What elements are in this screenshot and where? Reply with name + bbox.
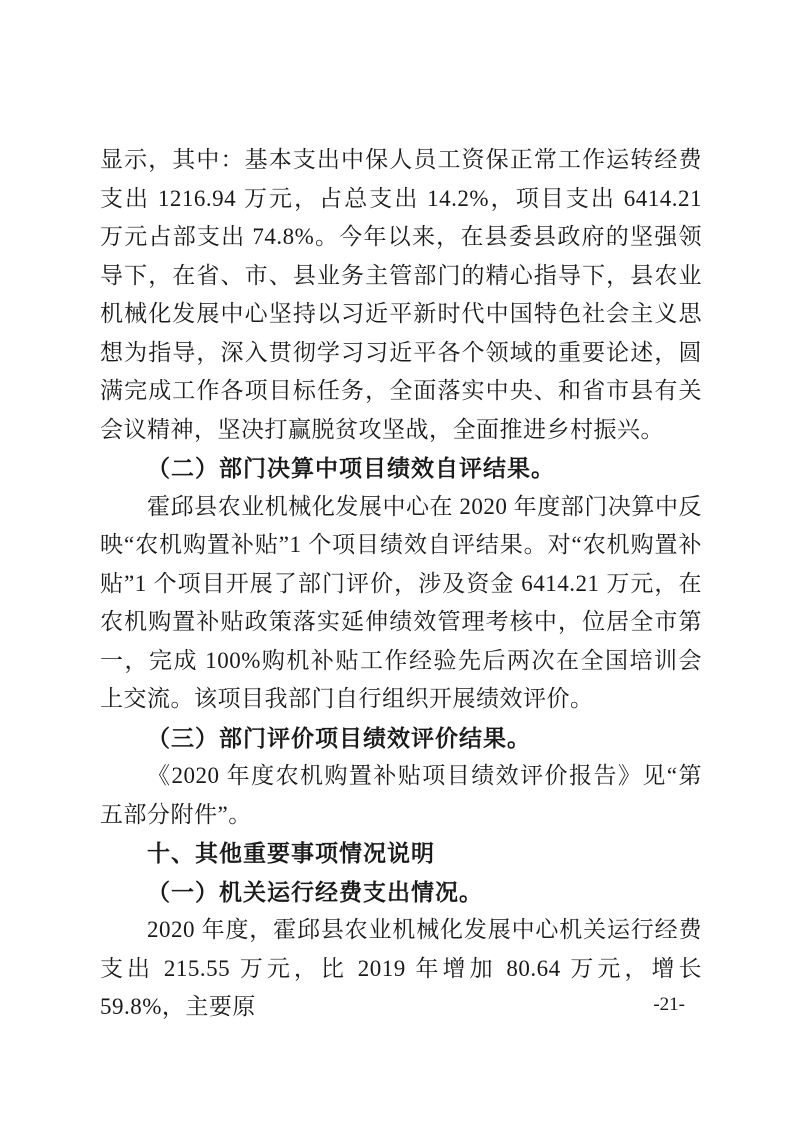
section-heading-other-important-matters: 十、其他重要事项情况说明 xyxy=(147,840,435,866)
section-heading-self-evaluation-results: （二）部门决算中项目绩效自评结果。 xyxy=(147,455,555,481)
document-body xyxy=(100,141,702,1027)
section-heading-operating-expenses: （一）机关运行经费支出情况。 xyxy=(147,878,483,905)
page-number: -21- xyxy=(653,994,685,1015)
paragraph-evaluation-report-reference: 《2020 年度农机购置补贴项目绩效评价报告》见“第五部分附件”。 xyxy=(100,763,702,827)
paragraph-operating-expenses-details: 2020 年度，霍邱县农业机械化发展中心机关运行经费支出 215.55 万元，比 2019 年增加 80.64 万元，增长 59.8%，主要原 xyxy=(100,917,702,1019)
paragraph-self-evaluation-details: 霍邱县农业机械化发展中心在 2020 年度部门决算中反映“农机购置补贴”1 个项目绩效自评结果。对“农机购置补贴”1 个项目开展了部门评价，涉及资金 6414.21 万元，在农机购置补贴政策落实延伸绩效管理考核中，位居全市第一，完成 100%购机补贴工作经验先后两次在全国培训会上交流。该项目我部门自行组织开展绩效评价。 xyxy=(100,493,702,711)
paragraph-budget-expenditure-summary: 显示，其中：基本支出中保人员工资保正常工作运转经费支出 1216.94 万元，占总支出 14.2%，项目支出 6414.21 万元占部支出 74.8%。今年以来，在县委县政府的坚强领导下，在省、市、县业务主管部门的精心指导下，县农业机械化发展中心坚持以习近平新时代中国特色社会主义思想为指导，深入贯彻学习习近平各个领域的重要论述，圆满完成工作各项目标任务，全面落实中央、和省市县有关会议精神，坚决打赢脱贫攻坚战，全面推进乡村振兴。 xyxy=(100,147,702,442)
section-heading-department-evaluation-results: （三）部门评价项目绩效评价结果。 xyxy=(147,724,531,751)
